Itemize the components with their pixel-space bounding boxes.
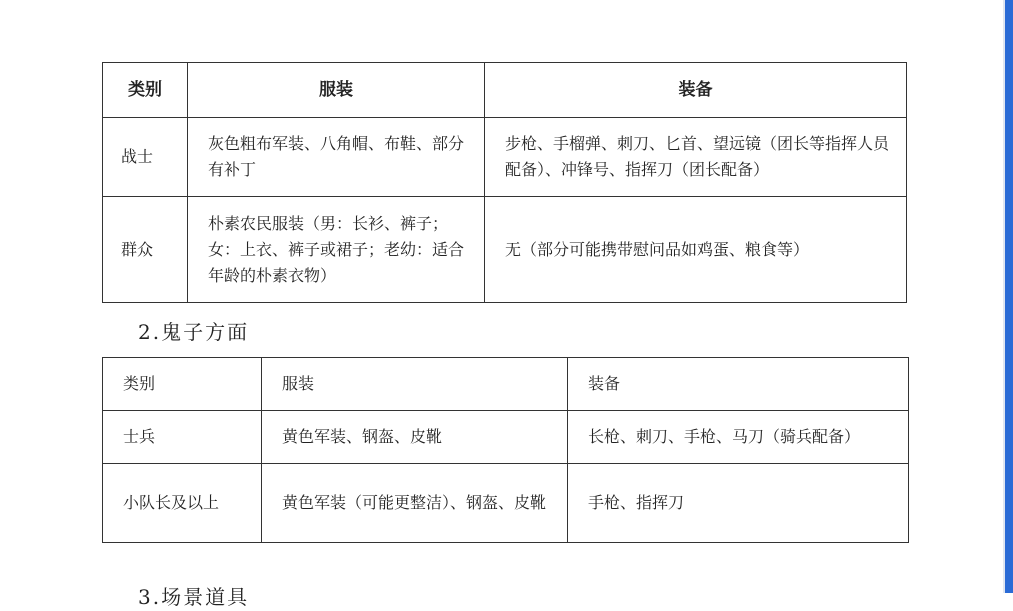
table-row [103, 118, 907, 197]
vertical-scrollbar[interactable] [1005, 0, 1013, 593]
header-category: 类别 [103, 358, 262, 411]
table-row [103, 464, 909, 543]
table-header-row [103, 358, 909, 411]
table-row [103, 411, 909, 464]
cell-equipment: 无（部分可能携带慰问品如鸡蛋、粮食等） [485, 197, 907, 303]
cell-equipment: 手枪、指挥刀 [568, 464, 909, 543]
table-header-row [103, 63, 907, 118]
cell-equipment: 长枪、刺刀、手枪、马刀（骑兵配备） [568, 411, 909, 464]
cell-clothing: 灰色粗布军装、八角帽、布鞋、部分有补丁 [188, 118, 485, 197]
cell-clothing: 黄色军装（可能更整洁）、钢盔、皮靴 [262, 464, 568, 543]
cell-category: 小队长及以上 [103, 464, 262, 543]
section-heading-props: 3.场景道具 [138, 585, 250, 609]
cell-category: 士兵 [103, 411, 262, 464]
header-clothing: 服装 [262, 358, 568, 411]
costume-table-enemy-side [102, 357, 909, 543]
table-row [103, 197, 907, 303]
header-equipment: 装备 [568, 358, 909, 411]
header-category: 类别 [103, 63, 188, 118]
header-clothing: 服装 [188, 63, 485, 118]
cell-category: 群众 [103, 197, 188, 303]
section-heading-enemy: 2.鬼子方面 [138, 320, 250, 344]
cell-category: 战士 [103, 118, 188, 197]
cell-equipment: 步枪、手榴弹、刺刀、匕首、望远镜（团长等指挥人员配备）、冲锋号、指挥刀（团长配备） [485, 118, 907, 197]
costume-table-our-side [102, 62, 907, 303]
header-equipment: 装备 [485, 63, 907, 118]
cell-clothing: 黄色军装、钢盔、皮靴 [262, 411, 568, 464]
cell-clothing: 朴素农民服装（男：长衫、裤子；女：上衣、裤子或裙子；老幼：适合年龄的朴素衣物） [188, 197, 485, 303]
